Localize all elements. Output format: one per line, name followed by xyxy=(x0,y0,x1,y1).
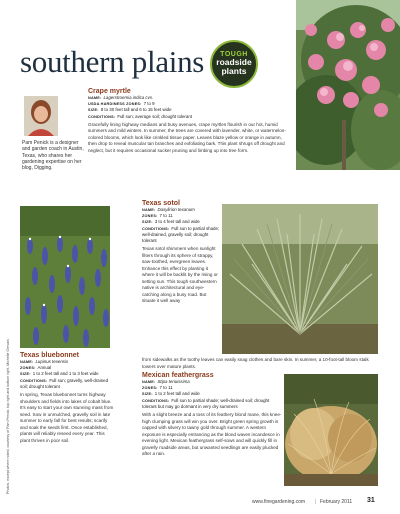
author-photo xyxy=(24,96,58,136)
photo-credit: Photos, except where noted, courtesy of Pam Penick; top right and bottom right, Michelle Gervais xyxy=(6,339,10,494)
size-value: 1 to 2 feet tall and 1 to 3 feet wide xyxy=(32,371,99,377)
zones-label: ZONES: xyxy=(20,366,36,371)
zones-label: ZONES: xyxy=(142,386,158,391)
texas-sotol-name: Texas sotol xyxy=(142,200,180,207)
name-label: NAME: xyxy=(20,360,34,364)
size-value: 1 to 2 feet tall and wide xyxy=(154,391,200,397)
texas-sotol-body: Texas sotol shimmers when sunlight filters through its sphere of strappy, saw-toothed, evergreen leaves. Enhance this effect by planting it where it will be backlit by the rising or setting sun. This tough southwestern native is architectural and eye-catching along a busy road. But situate it well away xyxy=(142,246,218,304)
botanical-name: Lagerstroemia indica cvs. xyxy=(103,95,154,100)
crape-myrtle-body: Gracefully lining highway medians and busy avenues, crape myrtles flourish in our hot, humid summers and mild winters. In summer, the trees are covered with lavender, white, or watermelon-colored blooms, which look like crinkled tissue paper. Leaves blaze yellow or orange in autumn, then drop to reveal muscular tan branches and exfoliating bark. This plant shrugs off drought and neglect, but it requires occasional sucker pruning and limbing up into tree form. xyxy=(88,121,286,153)
badge-line-2: roadside xyxy=(216,57,252,67)
texas-sotol-entry xyxy=(142,200,220,305)
size-label: SIZE: xyxy=(142,392,153,397)
crape-myrtle-conditions-row xyxy=(88,114,288,120)
zones-label: USDA HARDINESS ZONES: xyxy=(88,102,142,107)
bluebonnet-name: Texas bluebonnet xyxy=(20,352,79,359)
crape-myrtle-name: Crape myrtle xyxy=(88,88,131,95)
botanical-name: Stipa tenuissima xyxy=(157,379,190,384)
zones-value: 7 to 11 xyxy=(159,385,173,391)
size-label: SIZE: xyxy=(142,220,153,225)
zones-label: ZONES: xyxy=(142,214,158,219)
feathergrass-body: With a slight breeze and a toss of its feathery blond mane, this knee-high clumping grass will win you over. Bright green spring growth is capped with silvery to tawny gold through summer. A western exposure is especially entrancing as the blond waves incandesce in evening light. Mexican feathergrass self-sows and will quickly fill in gravelly roadside areas, but unwanted seedlings are easily plucked after a rain. xyxy=(142,412,282,457)
zones-value: 7 to 11 xyxy=(159,213,173,219)
texas-sotol-conditions-row xyxy=(142,226,220,245)
name-label: NAME: xyxy=(142,208,156,212)
tough-roadside-plants-badge xyxy=(210,40,258,88)
zones-value: 7 to 9 xyxy=(143,101,155,107)
page-title: southern plains xyxy=(20,44,205,79)
feathergrass-name: Mexican feathergrass xyxy=(142,372,214,379)
conditions-label: CONDITIONS: xyxy=(20,378,48,383)
footer-divider: | xyxy=(315,499,317,505)
texas-sotol-body-continued: from sidewalks as the toothy leaves can easily snag clothes and bare skin. In summer, a 10-foot-tall bloom stalk towers over mature plants. xyxy=(142,357,369,369)
crape-myrtle-photo xyxy=(296,0,400,170)
bluebonnet-photo xyxy=(20,206,110,348)
footer-site: www.finegardening.com xyxy=(252,499,306,505)
footer-issue: February 2011 xyxy=(320,499,353,505)
badge-line-3: plants xyxy=(221,66,247,76)
zones-value: Annual xyxy=(37,365,52,371)
size-label: SIZE: xyxy=(20,372,31,377)
size-value: 3 to 4 feet tall and wide xyxy=(154,219,200,225)
size-value: 8 to 30 feet tall and 6 to 15 feet wide xyxy=(100,107,172,113)
conditions-label: CONDITIONS: xyxy=(88,114,116,119)
botanical-name: Lupinus texensis xyxy=(35,359,69,364)
name-label: NAME: xyxy=(142,380,156,384)
bluebonnet-entry xyxy=(20,352,114,444)
texas-sotol-photo xyxy=(222,204,378,354)
author-bio: Pam Penick is a designer and garden coach in Austin, Texas, who shares her gardening expertise on her blog, Digging. xyxy=(22,140,84,172)
conditions-value: Full sun to partial shade; well-drained soil; drought tolerant but may go dormant in very dry summers xyxy=(142,397,270,409)
size-label: SIZE: xyxy=(88,108,99,113)
botanical-name: Dasylirion texanum xyxy=(157,207,195,212)
conditions-value: Full sun; gravelly, well-drained soil; drought tolerant xyxy=(20,377,109,389)
badge-line-1: TOUGH xyxy=(220,51,248,58)
feathergrass-entry xyxy=(142,372,284,458)
bluebonnet-body: In spring, Texas bluebonnet turns highway shoulders and fields into lakes of cobalt blue. It's easy to start your own stunning mass from seed. Sow in unmulched, gravelly soil in late summer to early fall for best results; scarify and soak the seeds first. Once established, plants will reliably reseed every year. This plant thrives in poor soil. xyxy=(20,392,114,443)
conditions-value: Full sun to partial shade; well-drained, gravelly soil; drought tolerant xyxy=(142,225,220,244)
conditions-value: Full sun; average soil; drought tolerant xyxy=(117,113,192,119)
feathergrass-photo xyxy=(284,374,378,486)
feathergrass-conditions-row xyxy=(142,398,284,410)
conditions-label: CONDITIONS: xyxy=(142,398,170,403)
crape-myrtle-entry xyxy=(88,88,288,154)
page-number: 31 xyxy=(367,497,375,504)
conditions-label: CONDITIONS: xyxy=(142,226,170,231)
bluebonnet-conditions-row xyxy=(20,378,114,390)
name-label: NAME: xyxy=(88,96,102,100)
